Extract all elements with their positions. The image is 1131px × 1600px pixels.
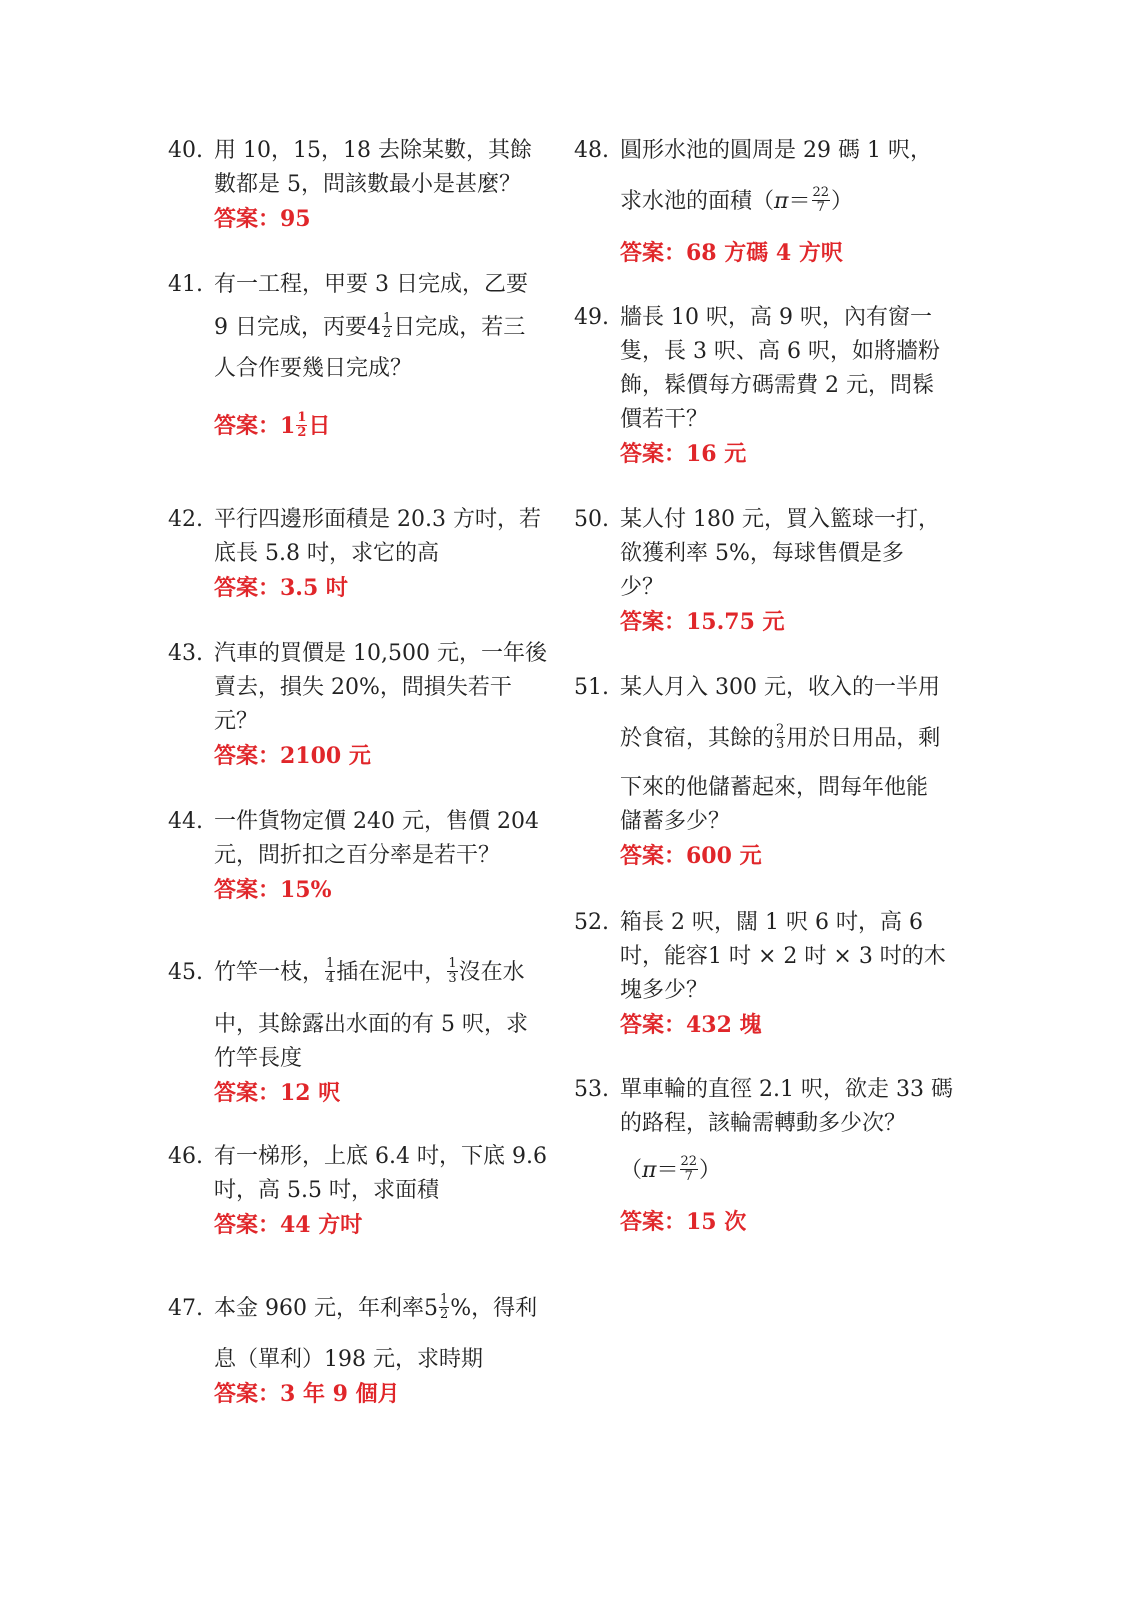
question-text: 牆長 10 呎，高 9 呎，內有窗一 (620, 305, 932, 330)
answer-text: 答案：600 元 (620, 843, 762, 869)
question-text: 元？ (214, 709, 259, 734)
question-text: 吋，高 5.5 吋，求面積 (214, 1178, 439, 1203)
question-text: 數都是 5，問該數最小是甚麼？ (214, 172, 521, 197)
question-number: 42. (168, 507, 203, 532)
question-number: 43. (168, 641, 203, 666)
answer-text: 答案：1 $\frac{1}{2}$ 日 (214, 409, 331, 440)
question-text: （π＝ $\frac{22}{7}$ ） (620, 1153, 722, 1184)
question-text: 飾，髹價每方碼需費 2 元，問髹 (620, 373, 934, 398)
question-text: 塊多少？ (620, 978, 709, 1003)
fraction: $\frac{22}{7}$ (812, 184, 830, 215)
fraction: $\frac{1}{4}$ (326, 955, 335, 986)
question-number: 44. (168, 809, 203, 834)
answer-text: 答案：44 方吋 (214, 1212, 363, 1238)
question-number: 49. (574, 305, 609, 330)
question-text: 下來的他儲蓄起來，問每年他能 (620, 775, 929, 800)
question-number: 47. (168, 1296, 203, 1321)
question-text: 本金 960 元，年利率5 $\frac{1}{2}$ %，得利 (214, 1291, 538, 1322)
question-text: 賣去，損失 20%，問損失若干 (214, 675, 512, 700)
question-text: 少？ (620, 575, 665, 600)
question-text: 箱長 2 呎，闊 1 呎 6 吋，高 6 (620, 910, 923, 935)
answer-text: 答案：15% (214, 877, 332, 903)
question-text: 9 日完成，丙要4 $\frac{1}{2}$ 日完成，若三 (214, 310, 526, 341)
question-text: 竹竿長度 (214, 1046, 303, 1071)
answer-text: 答案：3.5 吋 (214, 575, 348, 601)
question-text: 平行四邊形面積是 20.3 方吋，若 (214, 507, 541, 532)
question-number: 48. (574, 138, 609, 163)
question-text: 有一工程，甲要 3 日完成，乙要 (214, 272, 528, 297)
question-text: 中，其餘露出水面的有 5 呎，求 (214, 1012, 528, 1037)
question-text: 儲蓄多少？ (620, 809, 731, 834)
question-text: 竹竿一枝， $\frac{1}{4}$ 插在泥中， $\frac{1}{3}$ 沒在水 (214, 955, 525, 986)
question-text: 隻，長 3 呎、高 6 呎，如將牆粉 (620, 339, 940, 364)
fraction: $\frac{22}{7}$ (680, 1153, 698, 1184)
question-number: 50. (574, 507, 609, 532)
question-text: 元，問折扣之百分率是若干？ (214, 843, 501, 868)
fraction: $\frac{1}{3}$ (448, 955, 457, 986)
answer-text: 答案：3 年 9 個月 (214, 1381, 400, 1407)
question-text: 吋，能容1 吋 × 2 吋 × 3 吋的木 (620, 944, 946, 969)
answer-text: 答案：12 呎 (214, 1080, 341, 1106)
question-text: 的路程，該輪需轉動多少次？ (620, 1111, 907, 1136)
answer-text: 答案：432 塊 (620, 1012, 762, 1038)
fraction: $\frac{1}{2}$ (439, 1291, 449, 1322)
question-text: 用 10，15，18 去除某數，其餘 (214, 138, 532, 163)
answer-text: 答案：15.75 元 (620, 609, 785, 635)
question-text: 求水池的面積（π＝ $\frac{22}{7}$ ） (620, 184, 854, 215)
question-text: 一件貨物定價 240 元，售價 204 (214, 809, 539, 834)
answer-text: 答案：95 (214, 206, 311, 232)
question-text: 人合作要幾日完成？ (214, 356, 413, 381)
fraction: $\frac{1}{2}$ (383, 310, 392, 341)
question-number: 51. (574, 675, 609, 700)
question-text: 息（單利）198 元，求時期 (214, 1347, 483, 1372)
question-text: 某人付 180 元，買入籃球一打， (620, 507, 940, 532)
question-text: 有一梯形，上底 6.4 吋，下底 9.6 (214, 1144, 547, 1169)
question-number: 41. (168, 272, 203, 297)
answer-text: 答案：68 方碼 4 方呎 (620, 240, 843, 266)
question-number: 40. (168, 138, 203, 163)
answer-text: 答案：2100 元 (214, 743, 371, 769)
question-number: 45. (168, 960, 203, 985)
question-text: 某人月入 300 元，收入的一半用 (620, 675, 940, 700)
question-number: 53. (574, 1077, 609, 1102)
question-text: 汽車的買價是 10,500 元，一年後 (214, 641, 547, 666)
question-text: 底長 5.8 吋，求它的高 (214, 541, 439, 566)
question-text: 價若干？ (620, 407, 709, 432)
question-text: 圓形水池的圓周是 29 碼 1 呎， (620, 138, 932, 163)
question-text: 於食宿，其餘的 $\frac{2}{3}$ 用於日用品，剩 (620, 721, 941, 752)
question-text: 單車輪的直徑 2.1 呎，欲走 33 碼 (620, 1077, 953, 1102)
question-number: 46. (168, 1144, 203, 1169)
fraction: $\frac{2}{3}$ (776, 721, 785, 752)
answer-text: 答案：15 次 (620, 1209, 747, 1235)
answer-text: 答案：16 元 (620, 441, 747, 467)
fraction: $\frac{1}{2}$ (297, 409, 307, 440)
question-number: 52. (574, 910, 609, 935)
question-text: 欲獲利率 5%，每球售價是多 (620, 541, 904, 566)
